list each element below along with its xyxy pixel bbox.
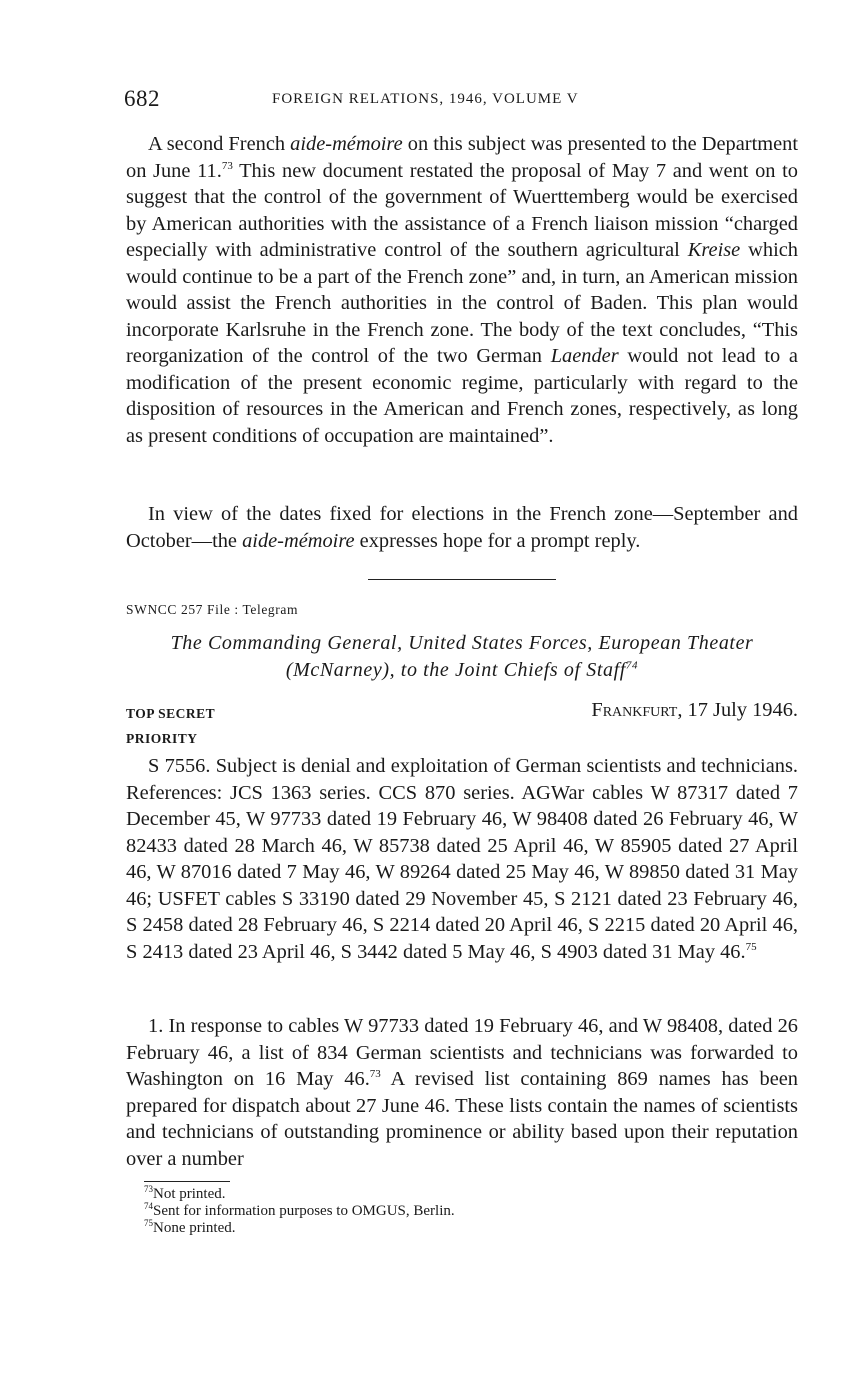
page-number: 682 bbox=[124, 86, 160, 111]
text-run: on this subject was presented to the Department on June 11. bbox=[126, 133, 798, 182]
page-header bbox=[124, 86, 798, 114]
text-run: would not lead to a modification of the present economic regime, particularly with regard to the disposition of resources in the American and French zones, respectively, as long as present conditions of occupation are maintained”. bbox=[126, 345, 798, 447]
paragraph-3 bbox=[126, 753, 798, 965]
dateline bbox=[591, 699, 798, 722]
running-head: FOREIGN RELATIONS, 1946, VOLUME V bbox=[272, 91, 579, 107]
footnote-text: Not printed. bbox=[153, 1186, 226, 1202]
priority-label: PRIORITY bbox=[126, 731, 198, 746]
footnote bbox=[144, 1203, 455, 1220]
classification: TOP SECRET bbox=[126, 706, 216, 721]
document-title-text: The Commanding General, United States Forces, European Theater (McNarney), to the Joint Chiefs of Staff bbox=[170, 632, 754, 681]
text-run: This new document restated the proposal of May 7 and went on to suggest that the control of the government of Wuerttemberg would be exercised by American authorities with the assistance of a French liaison mission “charged especially with administrative control of the southern agricultural bbox=[126, 159, 798, 261]
text-run: S 7556. Subject is denial and exploitation of German scientists and technicians. References: JCS 1363 series. CCS 870 series. AGWar cables W 87317 dated 7 December 45, W 97733 dated 19 February 46, W 98408 dated 26 February 46, W 82433 dated 28 March 46, W 85738 dated 25 April 46, W 85905 dated 27 April 46, W 87016 dated 7 May 46, W 89264 dated 25 May 46, W 89850 dated 31 May 46; USFET cables S 33190 dated 29 November 45, S 2121 dated 23 February 46, S 2458 dated 28 February 46, S 2214 dated 20 April 46, S 2215 dated 20 April 46, S 2413 dated 23 April 46, S 3442 dated 5 May 46, S 4903 dated 31 May 46. bbox=[126, 755, 798, 963]
footnote-text: None printed. bbox=[153, 1220, 236, 1236]
footnote-ref: 73 bbox=[221, 159, 233, 172]
text-run: A revised list containing 869 names has been prepared for dispatch about 27 June 46. These lists contain the names of scientists and technicians of outstanding prominence or ability based upon their reputation over a number bbox=[126, 1068, 798, 1170]
footnote-number: 74 bbox=[144, 1201, 153, 1211]
text-run: 1. In response to cables W 97733 dated 19 February 46, and W 98408, dated 26 February 46, a list of 834 German scientists and technicians was forwarded to Washington on 16 May 46. bbox=[126, 1015, 798, 1090]
italic-term: aide-mémoire bbox=[242, 529, 355, 552]
text-run: A second French bbox=[148, 133, 291, 155]
footnote bbox=[144, 1220, 455, 1237]
text-run: In view of the dates fixed for elections in the French zone—September and October—the bbox=[126, 503, 798, 552]
footnotes bbox=[144, 1186, 455, 1237]
section-divider bbox=[368, 579, 556, 580]
footnote-ref: 75 bbox=[745, 940, 757, 953]
text-run: expresses hope for a prompt reply. bbox=[354, 529, 641, 552]
footnote-ref: 74 bbox=[625, 659, 639, 672]
footnote-text: Sent for information purposes to OMGUS, Berlin. bbox=[153, 1203, 455, 1219]
document-title bbox=[126, 630, 798, 684]
footnote-number: 73 bbox=[144, 1184, 153, 1194]
file-reference: SWNCC 257 File : Telegram bbox=[126, 602, 299, 617]
footnote-number: 75 bbox=[144, 1218, 153, 1228]
paragraph-2 bbox=[126, 501, 798, 554]
footnote bbox=[144, 1186, 455, 1203]
italic-term: aide-mémoire bbox=[290, 133, 403, 155]
italic-term: Laender bbox=[550, 345, 619, 367]
footnote-ref: 73 bbox=[369, 1068, 381, 1081]
italic-term: Kreise bbox=[687, 239, 741, 261]
paragraph-4 bbox=[126, 1013, 798, 1172]
dateline-date: , 17 July 1946. bbox=[677, 699, 798, 721]
text-run: which would continue to be a part of the French zone” and, in turn, an American mission would assist the French authorities in the control of Baden. This plan would incorporate Karlsruhe in the French zone. The body of the text concludes, “This reorganization of the control of the two German bbox=[126, 239, 798, 367]
dateline-place: Frankfurt bbox=[591, 699, 678, 721]
paragraph-1 bbox=[126, 131, 798, 449]
footnote-divider bbox=[144, 1181, 230, 1182]
